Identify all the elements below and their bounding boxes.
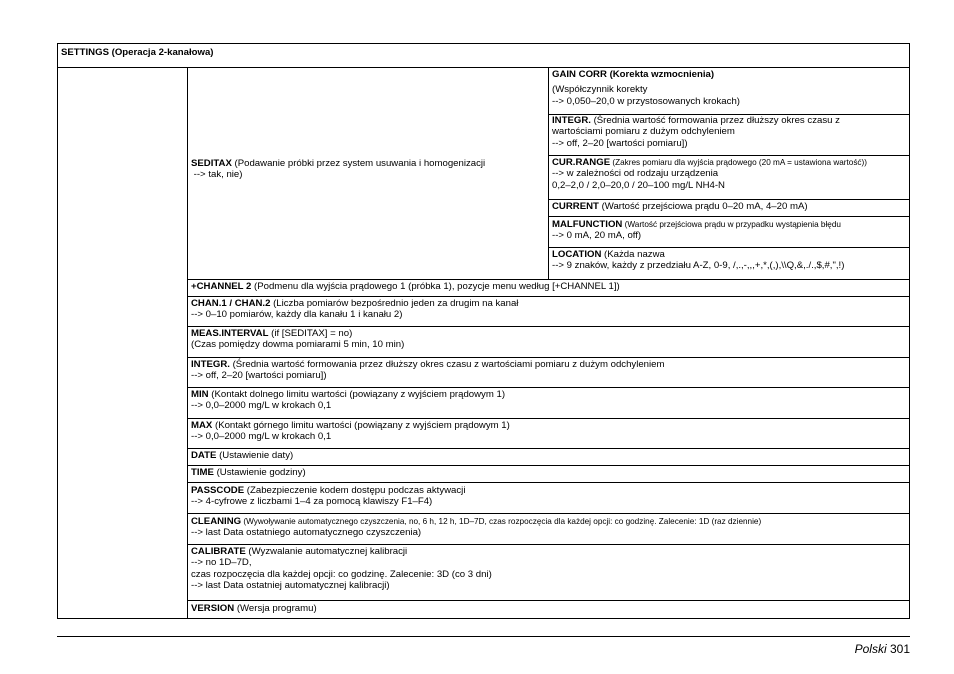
channel2-cell: [188, 281, 623, 292]
cur-range-name: CUR.RANGE: [552, 157, 611, 168]
sub-integr-name: INTEGR.: [552, 115, 591, 126]
row-divider: [187, 448, 910, 449]
seditax-desc: (Podawanie próbki przez system usuwania i homogenizacji: [231, 158, 486, 169]
calibrate-line3: czas rozpoczęcia dla każdej opcji: co godzinę. Zalecenie: 3D (co 3 dni): [191, 568, 492, 580]
header-title-bold: SETTINGS: [61, 47, 109, 58]
cleaning-line2: --> last Data ostatniego automatycznego czyszczenia): [191, 527, 422, 539]
integr-cell: [188, 359, 667, 382]
min-line1: (Kontakt dolnego limitu wartości (powiązany z wyjściem prądowym 1): [208, 389, 506, 400]
header-title-rest: (Operacja 2-kanałowa): [108, 47, 214, 58]
max-line1: (Kontakt górnego limitu wartości (powiązany z wyjściem prądowym 1): [212, 420, 510, 431]
time-line1: (Ustawienie godziny): [213, 467, 306, 478]
row-divider: [187, 296, 910, 297]
chan-name: CHAN.1 / CHAN.2: [191, 298, 271, 309]
version-line1: (Wersja programu): [234, 603, 317, 614]
gain-corr-cell: [549, 69, 743, 107]
min-cell: [188, 389, 508, 412]
version-cell: [188, 603, 320, 614]
location-cell: [549, 249, 847, 272]
max-name: MAX: [191, 420, 213, 431]
calibrate-line4: --> last Data ostatniej automatycznej kalibracji): [191, 580, 390, 592]
cur-range-line1: (Zakres pomiaru dla wyjścia prądowego (20 mA = ustawiona wartość)): [610, 158, 867, 167]
sub-integr-line2: wartościami pomiaru z dużym odchyleniem: [552, 126, 735, 138]
location-name: LOCATION: [552, 249, 602, 260]
chan-cell: [188, 298, 521, 321]
row-divider: [187, 387, 910, 388]
gain-corr-line2: --> 0,050–20,0 w przystosowanych krokach): [552, 95, 740, 107]
row-divider: [187, 544, 910, 545]
chan-line1: (Liczba pomiarów bezpośrednio jeden za drugim na kanał: [270, 298, 519, 309]
sub-integr-cell: [549, 115, 843, 149]
cur-range-line2: --> w zależności od rodzaju urządzenia: [552, 168, 719, 180]
malfunction-cell: [549, 219, 844, 242]
date-cell: [188, 450, 296, 461]
sub-integr-line1: (Średnia wartość formowania przez dłuższy okres czasu z: [590, 115, 840, 126]
channel2-line1: (Podmenu dla wyjścia prądowego 1 (próbka 1), pozycje menu według [+CHANNEL 1]): [251, 281, 620, 292]
meas-interval-name: MEAS.INTERVAL: [191, 328, 269, 339]
max-cell: [188, 420, 513, 443]
meas-interval-line2: (Czas pomiędzy dowma pomiarami 5 min, 10 min): [191, 339, 405, 351]
channel2-name: +CHANNEL 2: [191, 281, 252, 292]
cur-range-line3: 0,2–2,0 / 2,0–20,0 / 20–100 mg/L NH4-N: [552, 179, 725, 191]
location-line1: (Każda nazwa: [601, 249, 665, 260]
integr-line1: (Średnia wartość formowania przez dłuższy okres czasu z wartościami pomiaru z dużym odchyleniem: [229, 359, 665, 370]
chan-line2: --> 0–10 pomiarów, każdy dla kanału 1 i kanału 2): [191, 309, 403, 321]
row-divider: [187, 326, 910, 327]
row-divider: [548, 199, 910, 200]
passcode-name: PASSCODE: [191, 485, 245, 496]
passcode-line1: (Zabezpieczenie kodem dostępu podczas aktywacji: [244, 485, 466, 496]
meas-interval-line1: (if [SEDITAX] = no): [268, 328, 353, 339]
min-name: MIN: [191, 389, 209, 400]
cur-range-cell: [549, 157, 870, 191]
current-name: CURRENT: [552, 201, 599, 212]
passcode-line2: --> 4-cyfrowe z liczbami 1–4 za pomocą klawiszy F1–F4): [191, 496, 433, 508]
seditax-name: SEDITAX: [191, 158, 232, 169]
row-divider: [187, 465, 910, 466]
row-divider: [187, 600, 910, 601]
cleaning-name: CLEANING: [191, 516, 242, 527]
page-number: 301: [889, 642, 910, 656]
calibrate-name: CALIBRATE: [191, 546, 246, 557]
row-divider: [187, 357, 910, 358]
time-cell: [188, 467, 309, 478]
seditax-cell: [188, 158, 488, 181]
current-cell: [549, 201, 811, 212]
row-divider: [187, 482, 910, 483]
calibrate-line1: (Wyzwalanie automatycznej kalibracji: [245, 546, 408, 557]
date-line1: (Ustawienie daty): [216, 450, 294, 461]
row-divider: [187, 513, 910, 514]
row-divider: [548, 247, 910, 248]
row-divider: [187, 418, 910, 419]
row-divider: [548, 216, 910, 217]
page-footer: [855, 642, 910, 656]
max-line2: --> 0,0–2000 mg/L w krokach 0,1: [191, 431, 332, 443]
seditax-values: --> tak, nie): [191, 169, 243, 181]
malfunction-name: MALFUNCTION: [552, 219, 623, 230]
sub-integr-line3: --> off, 2–20 [wartości pomiaru]): [552, 137, 688, 149]
min-line2: --> 0,0–2000 mg/L w krokach 0,1: [191, 400, 332, 412]
current-line1: (Wartość przejściowa prądu 0–20 mA, 4–20 mA): [598, 201, 808, 212]
footer-rule: [57, 636, 910, 637]
malfunction-line2: --> 0 mA, 20 mA, off): [552, 230, 642, 242]
calibrate-cell: [188, 546, 495, 592]
date-name: DATE: [191, 450, 217, 461]
table-header: [57, 43, 910, 68]
location-line2: --> 9 znaków, każdy z przedziału A-Z, 0-9, /,.,-,,,+,*,(,),\\Q,&,./.,$,#,",!): [552, 260, 845, 272]
row-divider: [548, 155, 910, 156]
row-divider: [187, 279, 910, 280]
cleaning-cell: [188, 516, 764, 539]
gain-corr-line1: (Współczynnik korekty: [552, 84, 648, 96]
integr-line2: --> off, 2–20 [wartości pomiaru]): [191, 370, 327, 382]
malfunction-line1: (Wartość przejściowa prądu w przypadku wystąpienia błędu: [622, 220, 841, 229]
meas-interval-cell: [188, 328, 407, 351]
cleaning-line1: (Wywoływanie automatycznego czyszczenia, no, 6 h, 12 h, 1D–7D, czas rozpoczęcia dla każdej opcji: co godzinę. Zalecenie: 1D (raz dziennie): [241, 517, 762, 526]
passcode-cell: [188, 485, 468, 508]
version-name: VERSION: [191, 603, 235, 614]
time-name: TIME: [191, 467, 214, 478]
gain-corr-name: GAIN CORR (Korekta wzmocnienia): [552, 69, 715, 80]
footer-language: Polski: [854, 642, 887, 656]
integr-name: INTEGR.: [191, 359, 230, 370]
calibrate-line2: --> no 1D–7D,: [191, 557, 252, 569]
